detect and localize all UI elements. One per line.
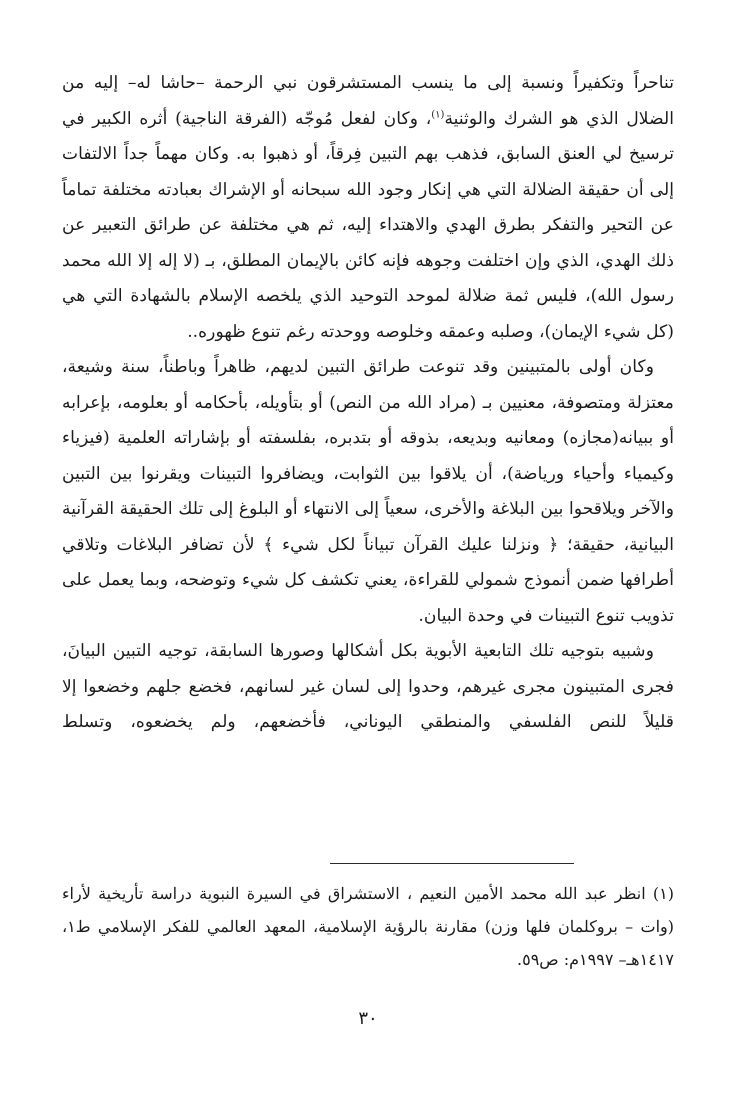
- footnote-1: (١) انظر عبد الله محمد الأمين النعيم ، الاستشراق في السيرة النبوية دراسة تأريخية لأراء (وات – بروكلمان فلها وزن) مقارنة بالرؤية الإسلامية، المعهد العالمي للفكر الإسلامي ط١، ١٤١٧هـ– ١٩٩٧م: ص٥٩.: [62, 884, 674, 969]
- footnote-reference-1: (١): [431, 108, 445, 120]
- paragraph-1: [62, 66, 674, 350]
- paragraph-1-text: تناحراً وتكفيراً ونسبة إلى ما ينسب المستشرقون نبي الرحمة –حاشا له– إليه من الضلال الذي هو الشرك والوثنية: [62, 73, 674, 129]
- page-number: ٣٠: [358, 1008, 378, 1029]
- footnote-separator: [330, 863, 574, 864]
- paragraph-2: وكان أولى بالمتبينين وقد تنوعت طرائق التبين لديهم، ظاهراً وباطناً، سنة وشيعة، معتزلة ومتصوفة، معنيين بـ (مراد الله من النص) أو بتأويله، بأحكامه أو بعلومه، بإعرابه أو ببيانه(مجازه) ومعانيه وبديعه، بذوقه أو بتدبره، بفلسفته أو بإشاراته العلمية (فيزياء وكيمياء وأحياء ورياضة)، أن يلاقوا بين الثوابت، ويضافروا التبينات ويقرنوا بين التبين والآخر ويلاقحوا بين البلاغة والأخرى، سعياً إلى الانتهاء أو البلوغ إلى تلك الحقيقة القرآنية البيانية، حقيقة؛ ﴿ ونزلنا عليك القرآن تبياناً لكل شيء ﴾ لأن تضافر البلاغات وتلاقي أطرافها ضمن أنموذج شمولي للقراءة، يعني تكشف كل شيء وتوضحه، وبما يعمل على تذويب تنوع التبينات في وحدة البيان.: [62, 357, 674, 626]
- paragraph-3: وشبيه بتوجيه تلك التابعية الأبوية بكل أشكالها وصورها السابقة، توجيه التبين البيانَ، فجرى المتبينون مجرى غيرهم، وحدوا إلى لسان غير لسانهم، فخضع جلهم وخضعوا إلا قليلاً للنص الفلسفي والمنطقي اليوناني، فأخضعهم، ولم يخضعوه، وتسلط: [62, 641, 674, 732]
- paragraph-1-text-continued: ، وكان لفعل مُوجّه (الفرقة الناجية) أثره الكبير في ترسيخ لي العنق السابق، فذهب بهم التبين فِرقاً، أو ذهبوا به. وكان مهماً جداً الالتفات إلى أن حقيقة الضلالة التي هي إنكار وجود الله سبحانه أو الإشراك بعبادته مختلفة تماماً عن التحير والتفكر بطرق الهدي والاهتداء إليه، ثم هي مختلفة عن طرائق التعبير عن ذلك الهدي، الذي وإن اختلفت وجوهه فإنه كائن بالإيمان المطلق، بـ (لا إله إلا الله محمد رسول الله)، فليس ثمة ضلالة لموحد التوحيد الذي يلخصه الإسلام بالشهادة التي هي (كل شيء الإيمان)، وصلبه وعمقه وخلوصه ووحدته رغم تنوع ظهوره..: [62, 108, 674, 342]
- footnotes-block: [62, 877, 674, 976]
- main-text-block: [62, 66, 674, 741]
